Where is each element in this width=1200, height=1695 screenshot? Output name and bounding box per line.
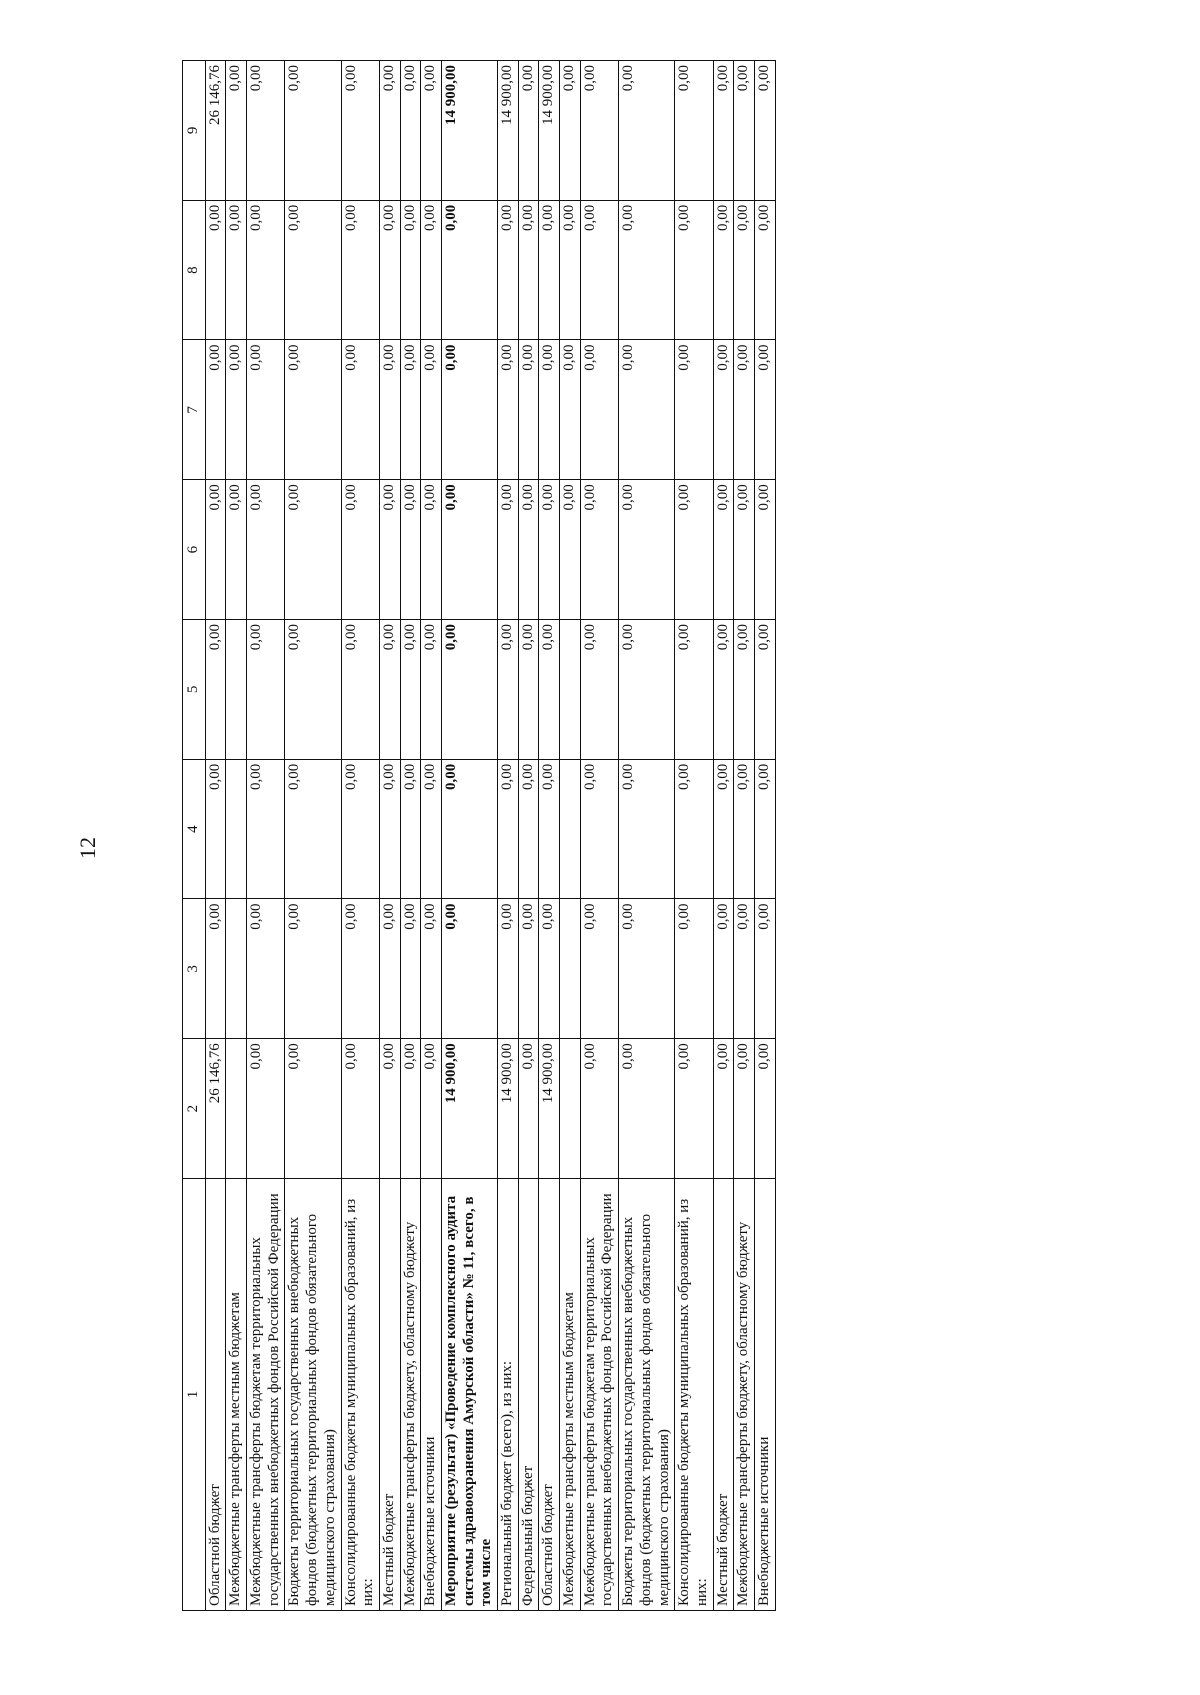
value-cell: 0,00 xyxy=(518,620,539,760)
value-cell: 0,00 xyxy=(341,759,379,899)
value-cell: 0,00 xyxy=(441,620,497,760)
value-cell: 0,00 xyxy=(580,200,618,340)
value-cell: 0,00 xyxy=(226,480,247,620)
value-cell: 14 900,00 xyxy=(441,61,497,201)
row-label: Межбюджетные трансферты бюджету, областному бюджету xyxy=(734,1179,755,1611)
page-number: 12 xyxy=(75,837,100,859)
value-cell: 0,00 xyxy=(421,200,442,340)
table-row xyxy=(205,61,226,1611)
value-cell: 0,00 xyxy=(400,759,421,899)
value-cell: 0,00 xyxy=(675,899,713,1039)
value-cell: 0,00 xyxy=(518,340,539,480)
table-row xyxy=(226,61,247,1611)
value-cell: 0,00 xyxy=(580,61,618,201)
value-cell: 0,00 xyxy=(539,200,560,340)
value-cell: 0,00 xyxy=(619,1039,675,1179)
value-cell: 0,00 xyxy=(619,759,675,899)
value-cell: 0,00 xyxy=(498,620,519,760)
value-cell: 0,00 xyxy=(421,899,442,1039)
column-header: 1 xyxy=(183,1179,206,1611)
value-cell: 0,00 xyxy=(441,480,497,620)
value-cell: 14 900,00 xyxy=(539,61,560,201)
value-cell: 0,00 xyxy=(285,620,341,760)
value-cell: 0,00 xyxy=(675,480,713,620)
value-cell: 0,00 xyxy=(518,200,539,340)
value-cell xyxy=(226,759,247,899)
value-cell: 0,00 xyxy=(421,480,442,620)
column-header: 3 xyxy=(183,899,206,1039)
table-row xyxy=(713,61,734,1611)
value-cell: 0,00 xyxy=(498,200,519,340)
column-header: 8 xyxy=(183,200,206,340)
value-cell: 0,00 xyxy=(379,899,400,1039)
value-cell: 26 146,76 xyxy=(205,61,226,201)
value-cell: 0,00 xyxy=(539,899,560,1039)
value-cell xyxy=(560,899,581,1039)
value-cell: 0,00 xyxy=(247,899,285,1039)
column-header: 2 xyxy=(183,1039,206,1179)
value-cell: 0,00 xyxy=(675,61,713,201)
value-cell: 0,00 xyxy=(498,899,519,1039)
value-cell xyxy=(226,899,247,1039)
value-cell: 0,00 xyxy=(560,61,581,201)
value-cell: 0,00 xyxy=(518,61,539,201)
row-label: Бюджеты территориальных государственных внебюджетных фондов (бюджетных территориальных фондов обязательного медицинского страхования) xyxy=(619,1179,675,1611)
value-cell: 0,00 xyxy=(421,61,442,201)
table-row xyxy=(441,61,497,1611)
table-row xyxy=(580,61,618,1611)
value-cell: 0,00 xyxy=(341,899,379,1039)
value-cell: 0,00 xyxy=(713,759,734,899)
value-cell: 0,00 xyxy=(400,200,421,340)
value-cell: 0,00 xyxy=(539,759,560,899)
value-cell: 0,00 xyxy=(539,340,560,480)
value-cell: 0,00 xyxy=(400,620,421,760)
value-cell: 0,00 xyxy=(675,340,713,480)
value-cell: 0,00 xyxy=(285,61,341,201)
value-cell: 0,00 xyxy=(400,899,421,1039)
value-cell: 0,00 xyxy=(285,899,341,1039)
value-cell: 0,00 xyxy=(754,1039,775,1179)
value-cell: 0,00 xyxy=(341,620,379,760)
value-cell: 0,00 xyxy=(713,1039,734,1179)
table-row xyxy=(498,61,519,1611)
rotated-table-container xyxy=(182,61,1074,1611)
value-cell: 0,00 xyxy=(247,340,285,480)
value-cell: 0,00 xyxy=(713,61,734,201)
value-cell: 0,00 xyxy=(205,340,226,480)
value-cell: 0,00 xyxy=(580,340,618,480)
value-cell: 0,00 xyxy=(580,1039,618,1179)
value-cell: 0,00 xyxy=(713,200,734,340)
value-cell: 0,00 xyxy=(285,340,341,480)
row-label: Внебюджетные источники xyxy=(754,1179,775,1611)
value-cell: 0,00 xyxy=(341,200,379,340)
column-header: 9 xyxy=(183,61,206,201)
value-cell: 0,00 xyxy=(441,340,497,480)
value-cell: 0,00 xyxy=(421,1039,442,1179)
value-cell: 14 900,00 xyxy=(498,1039,519,1179)
value-cell: 0,00 xyxy=(421,620,442,760)
value-cell: 0,00 xyxy=(379,200,400,340)
row-label: Внебюджетные источники xyxy=(421,1179,442,1611)
row-label: Местный бюджет xyxy=(379,1179,400,1611)
value-cell: 0,00 xyxy=(379,480,400,620)
column-header: 6 xyxy=(183,480,206,620)
value-cell: 0,00 xyxy=(205,480,226,620)
value-cell: 0,00 xyxy=(754,620,775,760)
value-cell: 0,00 xyxy=(341,340,379,480)
value-cell: 0,00 xyxy=(498,759,519,899)
value-cell: 0,00 xyxy=(675,759,713,899)
value-cell xyxy=(226,1039,247,1179)
value-cell: 0,00 xyxy=(754,61,775,201)
value-cell: 0,00 xyxy=(518,1039,539,1179)
header-row xyxy=(183,61,206,1611)
table-row xyxy=(400,61,421,1611)
table-row xyxy=(379,61,400,1611)
value-cell: 0,00 xyxy=(580,480,618,620)
value-cell: 0,00 xyxy=(580,759,618,899)
row-label: Мероприятие (результат) «Проведение комплексного аудита системы здравоохранения Амурской области» № 11, всего, в том числе xyxy=(441,1179,497,1611)
table-row xyxy=(619,61,675,1611)
value-cell: 0,00 xyxy=(539,480,560,620)
value-cell: 0,00 xyxy=(560,480,581,620)
table-row xyxy=(421,61,442,1611)
value-cell: 0,00 xyxy=(379,340,400,480)
value-cell: 0,00 xyxy=(754,480,775,620)
value-cell: 0,00 xyxy=(341,480,379,620)
value-cell: 0,00 xyxy=(247,200,285,340)
row-label: Межбюджетные трансферты бюджетам территориальных государственных внебюджетных фондов Российской Федерации xyxy=(247,1179,285,1611)
value-cell: 0,00 xyxy=(580,620,618,760)
value-cell: 0,00 xyxy=(713,340,734,480)
value-cell: 0,00 xyxy=(734,61,755,201)
value-cell: 0,00 xyxy=(619,61,675,201)
value-cell: 0,00 xyxy=(754,340,775,480)
value-cell xyxy=(560,759,581,899)
value-cell: 0,00 xyxy=(226,200,247,340)
column-header: 7 xyxy=(183,340,206,480)
value-cell: 0,00 xyxy=(734,480,755,620)
value-cell: 0,00 xyxy=(580,899,618,1039)
value-cell: 14 900,00 xyxy=(498,61,519,201)
value-cell: 0,00 xyxy=(734,620,755,760)
row-label: Местный бюджет xyxy=(713,1179,734,1611)
value-cell: 0,00 xyxy=(205,200,226,340)
value-cell: 0,00 xyxy=(518,480,539,620)
value-cell: 0,00 xyxy=(498,480,519,620)
value-cell: 0,00 xyxy=(226,340,247,480)
value-cell: 0,00 xyxy=(675,1039,713,1179)
row-label: Консолидированные бюджеты муниципальных образований, из них: xyxy=(341,1179,379,1611)
value-cell: 0,00 xyxy=(734,899,755,1039)
value-cell: 0,00 xyxy=(379,1039,400,1179)
row-label: Консолидированные бюджеты муниципальных образований, из них: xyxy=(675,1179,713,1611)
table-row xyxy=(675,61,713,1611)
value-cell: 0,00 xyxy=(560,340,581,480)
value-cell: 0,00 xyxy=(285,759,341,899)
value-cell xyxy=(560,1039,581,1179)
table-row xyxy=(734,61,755,1611)
value-cell: 0,00 xyxy=(247,61,285,201)
value-cell: 0,00 xyxy=(754,899,775,1039)
value-cell xyxy=(226,620,247,760)
value-cell: 0,00 xyxy=(734,340,755,480)
value-cell: 0,00 xyxy=(247,480,285,620)
budget-table xyxy=(182,60,776,1611)
value-cell: 0,00 xyxy=(498,340,519,480)
value-cell: 0,00 xyxy=(713,480,734,620)
column-header: 5 xyxy=(183,620,206,760)
row-label: Региональный бюджет (всего), из них: xyxy=(498,1179,519,1611)
value-cell: 0,00 xyxy=(341,1039,379,1179)
value-cell: 0,00 xyxy=(619,620,675,760)
row-label: Областной бюджет xyxy=(205,1179,226,1611)
value-cell: 0,00 xyxy=(441,759,497,899)
value-cell: 0,00 xyxy=(754,200,775,340)
value-cell: 0,00 xyxy=(379,620,400,760)
value-cell: 0,00 xyxy=(205,620,226,760)
value-cell: 0,00 xyxy=(518,759,539,899)
table-body xyxy=(205,61,775,1611)
value-cell: 0,00 xyxy=(619,899,675,1039)
value-cell: 0,00 xyxy=(619,480,675,620)
value-cell: 0,00 xyxy=(379,759,400,899)
value-cell: 0,00 xyxy=(539,620,560,760)
value-cell: 0,00 xyxy=(247,1039,285,1179)
value-cell: 26 146,76 xyxy=(205,1039,226,1179)
value-cell: 0,00 xyxy=(734,1039,755,1179)
value-cell: 0,00 xyxy=(675,620,713,760)
value-cell: 0,00 xyxy=(441,200,497,340)
value-cell: 0,00 xyxy=(441,899,497,1039)
value-cell: 0,00 xyxy=(205,759,226,899)
row-label: Межбюджетные трансферты местным бюджетам xyxy=(560,1179,581,1611)
value-cell: 0,00 xyxy=(400,1039,421,1179)
value-cell: 0,00 xyxy=(205,899,226,1039)
value-cell: 0,00 xyxy=(734,759,755,899)
value-cell: 0,00 xyxy=(400,61,421,201)
value-cell: 0,00 xyxy=(285,200,341,340)
value-cell: 0,00 xyxy=(285,1039,341,1179)
value-cell: 0,00 xyxy=(619,340,675,480)
value-cell: 0,00 xyxy=(619,200,675,340)
column-header: 4 xyxy=(183,759,206,899)
value-cell: 0,00 xyxy=(734,200,755,340)
table-row xyxy=(754,61,775,1611)
value-cell: 0,00 xyxy=(341,61,379,201)
value-cell: 0,00 xyxy=(713,620,734,760)
value-cell: 0,00 xyxy=(675,200,713,340)
table-row xyxy=(539,61,560,1611)
value-cell: 14 900,00 xyxy=(441,1039,497,1179)
value-cell: 0,00 xyxy=(421,759,442,899)
table-row xyxy=(285,61,341,1611)
row-label: Межбюджетные трансферты бюджетам территориальных государственных внебюджетных фондов Российской Федерации xyxy=(580,1179,618,1611)
value-cell xyxy=(560,620,581,760)
value-cell: 0,00 xyxy=(518,899,539,1039)
value-cell: 0,00 xyxy=(560,200,581,340)
row-label: Межбюджетные трансферты бюджету, областному бюджету xyxy=(400,1179,421,1611)
table-row xyxy=(560,61,581,1611)
value-cell: 0,00 xyxy=(226,61,247,201)
value-cell: 0,00 xyxy=(400,480,421,620)
table-row xyxy=(518,61,539,1611)
value-cell: 0,00 xyxy=(379,61,400,201)
value-cell: 0,00 xyxy=(247,759,285,899)
value-cell: 14 900,00 xyxy=(539,1039,560,1179)
value-cell: 0,00 xyxy=(247,620,285,760)
row-label: Межбюджетные трансферты местным бюджетам xyxy=(226,1179,247,1611)
value-cell: 0,00 xyxy=(285,480,341,620)
row-label: Федеральный бюджет xyxy=(518,1179,539,1611)
value-cell: 0,00 xyxy=(713,899,734,1039)
table-row xyxy=(247,61,285,1611)
table-row xyxy=(341,61,379,1611)
value-cell: 0,00 xyxy=(754,759,775,899)
value-cell: 0,00 xyxy=(421,340,442,480)
row-label: Бюджеты территориальных государственных внебюджетных фондов (бюджетных территориальных фондов обязательного медицинского страхования) xyxy=(285,1179,341,1611)
value-cell: 0,00 xyxy=(400,340,421,480)
row-label: Областной бюджет xyxy=(539,1179,560,1611)
